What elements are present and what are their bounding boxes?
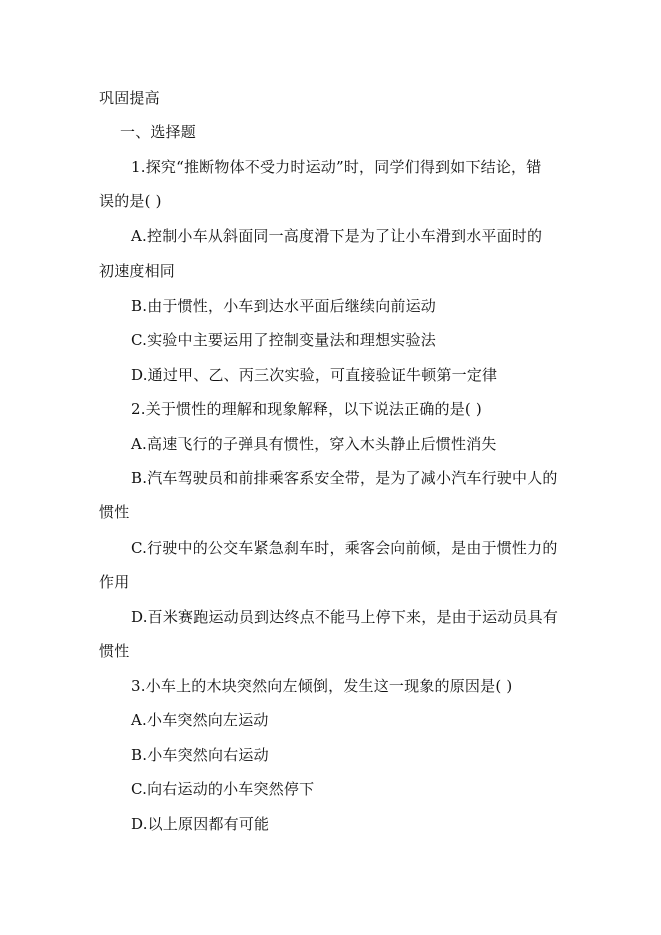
question-3-option-c: C.向右运动的小车突然停下 (131, 780, 315, 798)
page-heading: 巩固提高 (99, 89, 160, 107)
question-1-stem-continued: 误的是( ) (99, 192, 162, 210)
question-2-option-a: A.高速飞行的子弹具有惯性，穿入木头静止后惯性消失 (131, 435, 497, 453)
question-2-stem: 2.关于惯性的理解和现象解释，以下说法正确的是( ) (131, 400, 482, 418)
question-1-option-a-continued: 初速度相同 (99, 262, 176, 280)
question-3-option-d: D.以上原因都有可能 (131, 815, 270, 833)
question-1-option-c: C.实验中主要运用了控制变量法和理想实验法 (131, 331, 436, 349)
question-2-option-b-continued: 惯性 (99, 503, 130, 521)
question-3-option-a: A.小车突然向左运动 (131, 711, 269, 729)
question-2-option-c-continued: 作用 (99, 573, 130, 591)
question-2-option-d-continued: 惯性 (99, 642, 130, 660)
question-1-option-b: B.由于惯性，小车到达水平面后继续向前运动 (131, 297, 436, 315)
section-title: 一、选择题 (120, 123, 197, 141)
question-3-option-b: B.小车突然向右运动 (131, 746, 269, 764)
question-2-option-c: C.行驶中的公交车紧急刹车时，乘客会向前倾，是由于惯性力的 (131, 539, 558, 557)
question-1-option-a: A.控制小车从斜面同一高度滑下是为了让小车滑到水平面时的 (131, 227, 543, 245)
question-2-option-d: D.百米赛跑运动员到达终点不能马上停下来，是由于运动员具有 (131, 608, 559, 626)
question-3-stem: 3.小车上的木块突然向左倾倒，发生这一现象的原因是( ) (131, 677, 513, 695)
question-1-stem: 1.探究“推断物体不受力时运动”时，同学们得到如下结论，错 (131, 158, 542, 176)
question-1-option-d: D.通过甲、乙、丙三次实验，可直接验证牛顿第一定律 (131, 366, 498, 384)
question-2-option-b: B.汽车驾驶员和前排乘客系安全带，是为了减小汽车行驶中人的 (131, 469, 558, 487)
